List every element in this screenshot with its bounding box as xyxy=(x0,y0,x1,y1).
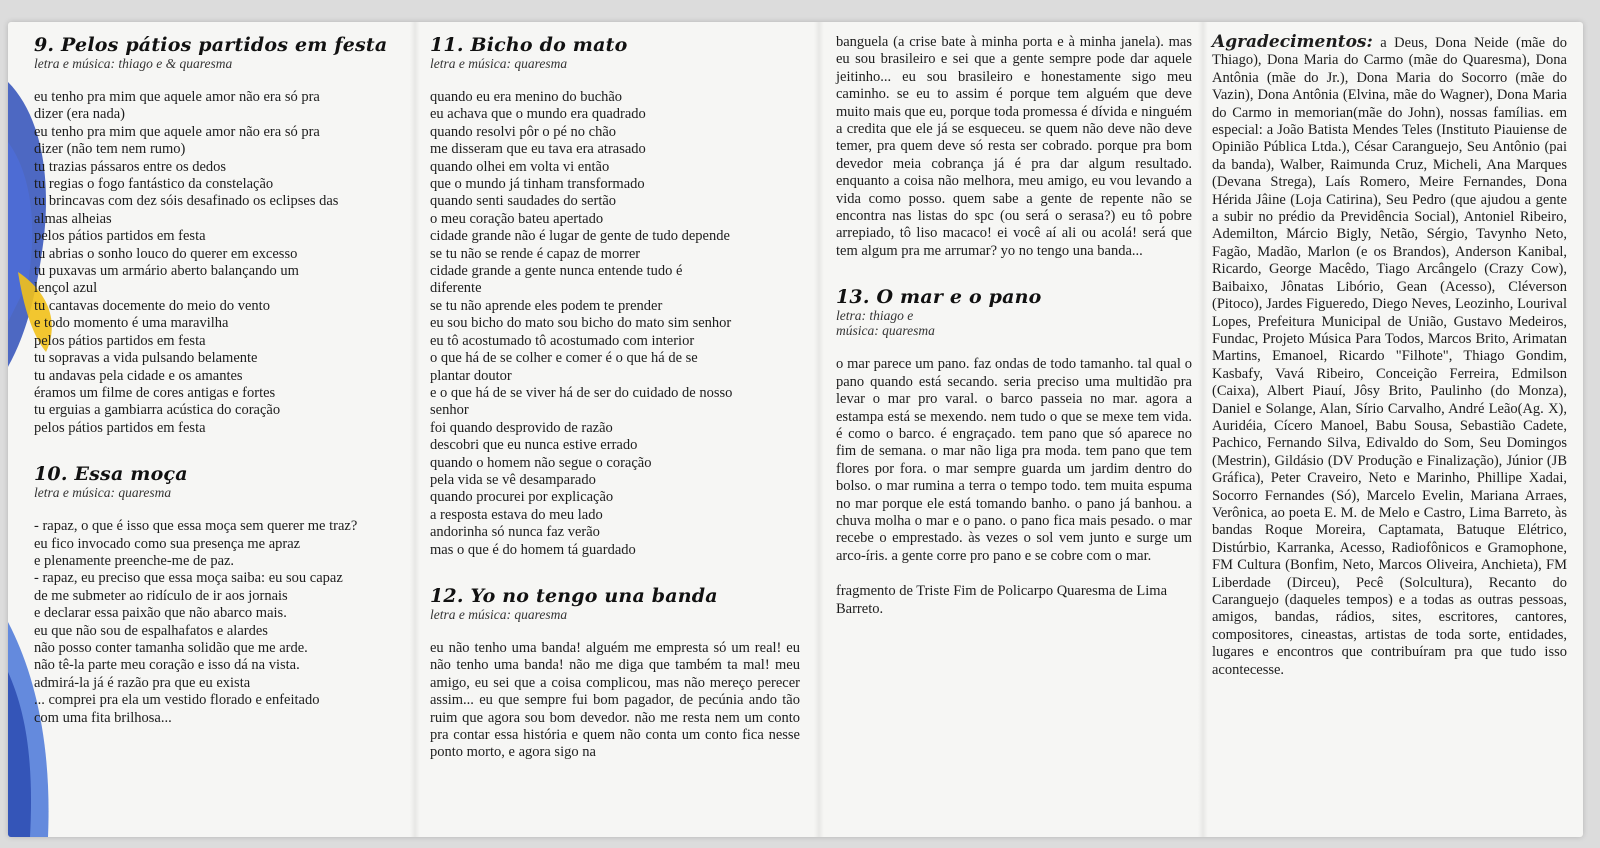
lyric-line: e declarar essa paixão que não abarco mais. xyxy=(34,605,287,622)
song-text: o mar parece um pano. faz ondas de todo tamanho. tal qual o pano quando está secando. seria preciso uma multidão pra levar o mar pro varal. o barco passeia no mar. agora a estampa está se mexendo. nem tudo o que se mexe tem vida. é como o barco. é engraçado. tem pano que só aparece no fim de semana. o mar não liga pra moda. tem pano que tem flores por fora. o mar sempre guarda um jardim dentro do bolso. o mar rumina a terra o tempo todo. tem muita espuma no mar porque ele está tomando banho. o pano já banhou. a chuva molha o mar e o pano. o pano fica mais pesado. o mar recebe o emprestado. às vezes o sol vem junto e surge um arco-íris. a gente corre pro pano e se cobre com o mar. xyxy=(836,356,1192,564)
lyric-line: tu trazias pássaros entre os dedos xyxy=(34,158,227,175)
song-title: 9. Pelos pátios partidos em festa xyxy=(34,34,388,56)
lyric-line: pelos pátios partidos em festa xyxy=(34,332,206,349)
lyric-line: se tu não se rende é capaz de morrer xyxy=(430,245,641,262)
lyric-line: de me submeter ao ridículo de ir aos jornais xyxy=(34,587,288,604)
song-credit-lyrics: letra: thiago e xyxy=(836,308,914,324)
song-title: 13. O mar e o pano xyxy=(836,286,1042,309)
song-13 xyxy=(836,286,1192,618)
song-title: 10. Essa moça xyxy=(34,463,188,486)
lyric-line: tu abrias o sonho louco do querer em excesso xyxy=(34,245,298,262)
song-10 xyxy=(34,463,406,727)
acknowledgements-title: Agradecimentos: xyxy=(1212,32,1373,52)
lyric-line: eu fico invocado como sua presença me apraz xyxy=(34,535,301,552)
lyric-line: a resposta estava do meu lado xyxy=(430,506,603,523)
song-11 xyxy=(430,34,800,559)
lyric-line: quando resolvi pôr o pé no chão xyxy=(430,123,617,140)
lyric-line: que o mundo já tinham transformado xyxy=(430,176,645,193)
song-12-continuation: banguela (a crise bate à minha porta e à minha janela). mas eu sou brasileiro e sei que a gente sempre pode dar aquele jeitinho... eu sou brasileiro e honestamente sigo meu caminho. se eu to assim é porque tem alguém que deve muito mais que eu, porque toda promessa é dívida e ninguém a credita que ele já se esqueceu. se quem não deve não deve temer, pra quem deve só resta ser cobrado. porque pra bom devedor meia cobrança já é pra dar algum resultado. enquanto a coisa não melhora, meu amigo, eu vou levando a vida como posso. quem sabe a gente de repente não se encontra nas listas do spc (ou será o serasa?) eu tô pobre arrepiado, tô liso macaco! ei você aí ali ou acolá! será que tem algum pra me arrumar? yo no tengo una banda... xyxy=(836,34,1192,259)
lyric-line: tu puxavas um armário aberto balançando um xyxy=(34,263,299,280)
lyric-line: admirá-la já é razão pra que eu exista xyxy=(34,674,251,691)
lyric-line: tu brincavas com dez sóis desafinado os eclipses das xyxy=(34,193,339,210)
lyric-line: almas alheias xyxy=(34,210,112,227)
lyric-line: - rapaz, o que é isso que essa moça sem querer me traz? xyxy=(34,518,358,535)
fragment-note: fragmento de Triste Fim de Policarpo Quaresma de Lima Barreto. xyxy=(836,583,1168,617)
column-1 xyxy=(34,34,406,753)
lyric-line: foi quando desprovido de razão xyxy=(430,419,613,436)
lyric-line: eu que não sou de espalhafatos e alardes xyxy=(34,622,268,639)
lyric-line: quando eu era menino do buchão xyxy=(430,89,623,105)
lyric-line: e plenamente preenche-me de paz. xyxy=(34,552,235,569)
lyric-line: não tê-la parte meu coração e isso dá na vista. xyxy=(34,657,300,674)
lyric-line: tu erguias a gambiarra acústica do coração xyxy=(34,402,281,419)
song-credit-music: música: quaresma xyxy=(836,323,935,339)
lyric-line: o que há de se colher e comer é o que há de se xyxy=(430,350,698,367)
column-4 xyxy=(1212,34,1567,679)
panel-fold-3 xyxy=(1198,22,1208,837)
lyric-line: tu cantavas docemente do meio do vento xyxy=(34,297,270,314)
lyric-line: éramos um filme de cores antigas e fortes xyxy=(34,384,276,401)
panel-fold-1 xyxy=(410,22,420,837)
lyric-line: descobri que eu nunca estive errado xyxy=(430,437,638,454)
lyric-line: quando senti saudades do sertão xyxy=(430,193,617,210)
song-title: 11. Bicho do mato xyxy=(430,34,628,56)
lyric-line: pela vida se vê desamparado xyxy=(430,471,596,488)
lyric-line: ... comprei pra ela um vestido florado e enfeitado xyxy=(34,692,320,709)
lyric-line: plantar doutor xyxy=(430,367,512,384)
lyric-line: e o que há de se viver há de ser do cuidado de nosso xyxy=(430,384,733,401)
lyric-line: tu sopravas a vida pulsando belamente xyxy=(34,350,258,367)
song-text: eu não tenho uma banda! alguém me empresta só um real! eu não tenho uma banda! não me diga que também ta mal! meu amigo, eu sei que a coisa complicou, mas não mereço perecer assim... eu que sempre fui bom pagador, de pecúnia ando tão ruim que agora sou bom devedor. não me resta nem um conto pra contar essa história e quem não conta um conto fica nesse ponto morto, e agora sigo na xyxy=(430,639,800,761)
lyric-line: andorinha só nunca faz verão xyxy=(430,524,600,541)
song-lyrics xyxy=(34,518,406,727)
lyric-line: quando olhei em volta vi então xyxy=(430,158,610,175)
lyric-line: cidade grande a gente nunca entende tudo é xyxy=(430,263,683,280)
song-lyrics xyxy=(430,89,800,559)
lyric-line: lençol azul xyxy=(34,280,98,297)
lyric-line: tu regias o fogo fantástico da constelação xyxy=(34,176,274,193)
acknowledgements-text: a Deus, Dona Neide (mãe do Thiago), Dona Maria do Carmo (mãe do Quaresma), Dona Antônia (mãe do Jr.), Dona Maria do Socorro (mãe do Vazin), Dona Antônia (Elvina, mãe do Wagner), Dona Maria do Carmo in memorian(mãe do John), nossas famílias. em especial: a João Batista Mendes Teles (Instituto Piauiense de Opinião Pública Ltda.), César Caranguejo, Seu Antônio (pai da banda), Walber, Raimunda Cruz, Micheli, Ana Marques (Devana Strega), Laís Romero, Meire Fernandes, Dona Hérida Jâine (Loja Catirina), Seu Pedro (que ajudou a gente a subir no prédio da Previdência Social), Antoniel Ribeiro, Ademilton, Márcio Bigly, Netão, Sérgio, Tavynho Neto, Fagão, Madão, Marlon (e os Brandos), Anderson Kanibal, Ricardo, George Macêdo, Tiago Arcângelo (Crazy Cow), Baibaixo, Jônatas Libório, Gean (Acesso), Cléverson (Pitoco), Jardes Figueredo, Diego Neves, Leozinho, Lourival Lopes, Prefeitura Municipal de União, Gustavo Medeiros, Fundac, Projeto Música Para Todos, Marcos Brito, Arimatan Martins, Emanoel, Ricardo "Filhote", Thiago Gondim, Kasbafy, Vavá Ribeiro, Conceição Ferreira, Edmilson (Caixa), Albert Piauí, Jôsy Brito, Paulinho (do Monza), Daniel e Solange, Alan, Sírio Carvalho, André Leão(Ag. X), Auridéia, Cícero Manoel, Babu Sousa, Sebastião Cadete, Pachico, Fernando Silva, Edivaldo do Som, Seu Domingos (Mestrin), Gildásio (DV Produção e Finalização), Júnior (JB Gráfica), Peter Craveiro, Neto e Marinho, Phillipe Xadai, Socorro Fernandes (Só), Marcelo Evelin, Mariana Arraes, Verônica, ao poeta E. M. de Melo e Castro, Lima Barreto, às bandas Roque Moreira, Captamata, Batuque Elétrico, Distúrbio, Karranka, Acesso, Radiofônicos e Gramophone, FM Cultura (Bonfim, Neto, Marcos Oliveira, Anchieta), FM Liberdade (Dirceu), Pecê (Solcultura), Recanto do Caranguejo (daqueles tempos) e a todas as outras pessoas, amigos, bandas, rádios, sites, escritores, cantores, compositores, cineastas, artistas de toda sorte, entidades, lugares e encontros que contribuíram pra que tudo isso acontecesse. xyxy=(1212,35,1568,678)
lyric-line: e todo momento é uma maravilha xyxy=(34,315,229,332)
song-lyrics xyxy=(34,89,406,437)
song-credit: letra e música: thiago e & quaresma xyxy=(34,56,233,71)
acknowledgements xyxy=(1212,34,1567,679)
lyric-line: diferente xyxy=(430,280,482,297)
lyric-line: quando procurei por explicação xyxy=(430,489,614,506)
lyric-line: dizer (era nada) xyxy=(34,106,125,123)
lyric-line: senhor xyxy=(430,402,469,419)
song-credit: letra e música: quaresma xyxy=(430,56,568,71)
lyric-line: - rapaz, eu preciso que essa moça saiba: eu sou capaz xyxy=(34,570,343,587)
lyric-line: com uma fita brilhosa... xyxy=(34,709,172,726)
lyric-line: tu andavas pela cidade e os amantes xyxy=(34,367,243,384)
column-3 xyxy=(836,34,1192,644)
lyric-line: quando o homem não segue o coração xyxy=(430,454,652,471)
lyric-line: pelos pátios partidos em festa xyxy=(34,228,206,245)
song-12 xyxy=(430,585,800,762)
column-2 xyxy=(430,34,800,788)
song-9 xyxy=(34,34,406,437)
lyric-line: mas o que é do homem tá guardado xyxy=(430,541,636,558)
lyric-line: eu achava que o mundo era quadrado xyxy=(430,106,646,123)
cd-booklet-page xyxy=(8,22,1583,837)
lyric-line: dizer (não tem nem rumo) xyxy=(34,141,186,158)
lyric-line: eu tô acostumado tô acostumado com interior xyxy=(430,332,695,349)
lyric-line: o meu coração bateu apertado xyxy=(430,210,604,227)
lyric-line: pelos pátios partidos em festa xyxy=(34,419,206,436)
lyric-line: eu tenho pra mim que aquele amor não era só pra xyxy=(34,123,320,140)
song-credit: letra e música: quaresma xyxy=(34,485,172,501)
lyric-line: cidade grande não é lugar de gente de tudo depende xyxy=(430,228,730,245)
song-credit: letra e música: quaresma xyxy=(430,606,568,622)
lyric-line: eu tenho pra mim que aquele amor não era só pra xyxy=(34,89,320,105)
lyric-line: me disseram que eu tava era atrasado xyxy=(430,141,646,158)
lyric-line: se tu não aprende eles podem te prender xyxy=(430,297,663,314)
lyric-line: não posso conter tamanha solidão que me arde. xyxy=(34,639,308,656)
panel-fold-2 xyxy=(814,22,824,837)
lyric-line: eu sou bicho do mato sou bicho do mato sim senhor xyxy=(430,315,732,332)
song-title: 12. Yo no tengo una banda xyxy=(430,584,718,607)
